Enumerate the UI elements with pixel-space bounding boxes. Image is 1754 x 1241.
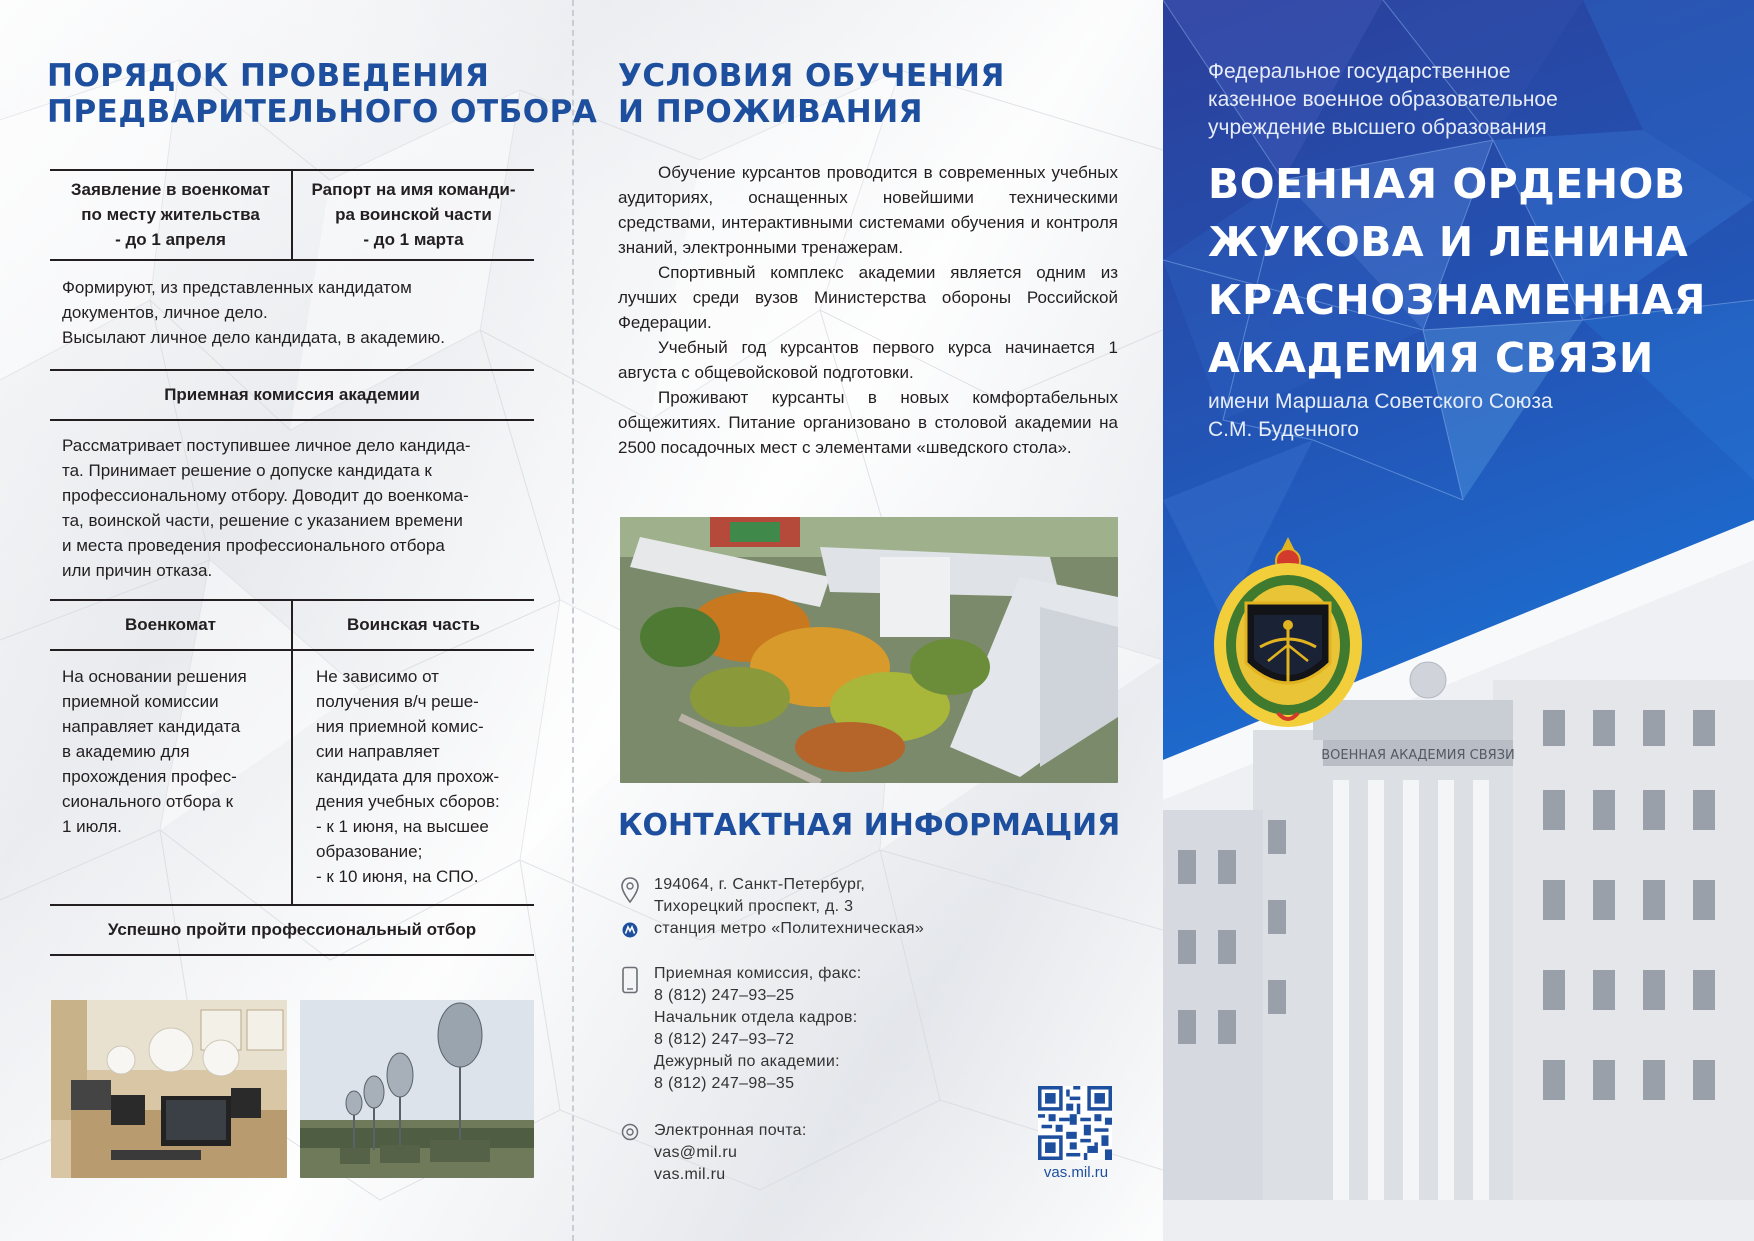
phone-number[interactable]: 8 (812) 247–98–35: [654, 1075, 795, 1092]
paragraph: Спортивный комплекс академии является одним из лучших среди вузов Министерства обороны Российской Федерации.: [618, 263, 1118, 332]
phone-label: Начальник отдела кадров:: [654, 1009, 858, 1026]
email-link[interactable]: vas@mil.ru: [654, 1144, 738, 1161]
title-line: ПРЕДВАРИТЕЛЬНОГО ОТБОРА: [47, 94, 598, 130]
table-rule: [50, 954, 534, 956]
text-line: и места проведения профессионального отбора: [62, 536, 445, 555]
application-military-office: [52, 177, 289, 252]
metro-icon: [622, 922, 638, 938]
cell-line: ра воинской части: [335, 205, 492, 224]
name-line: С.М. Буденного: [1208, 418, 1359, 441]
report-unit-commander: [295, 177, 532, 252]
table-rule: [50, 649, 534, 651]
form-personal-file-text: [62, 275, 532, 350]
text-line: - к 1 июня, на высшее: [316, 817, 489, 836]
cell-line: Рапорт на имя команди-: [311, 180, 516, 199]
subtitle-line: Федеральное государственное: [1208, 60, 1511, 83]
military-unit-heading: Воинская часть: [347, 615, 480, 634]
title-line: КРАСНОЗНАМЕННАЯ: [1208, 276, 1706, 324]
section-title-conditions: [618, 58, 1098, 130]
phone-label: Приемная комиссия, факс:: [654, 965, 862, 982]
phone-icon: [621, 966, 639, 994]
text-line: На основании решения: [62, 667, 247, 686]
paragraph: Обучение курсантов проводится в современных учебных аудиториях, оснащенных новейшими техническими средствами, интерактивными системами обучения и контроля знаний, электронными тренажерам.: [618, 163, 1118, 257]
cell-line: по месту жительства: [81, 205, 260, 224]
table-rule: [50, 904, 534, 906]
text-line: ния приемной комис-: [316, 717, 484, 736]
campus-aerial-photo: [620, 517, 1118, 783]
building-sign-text: ВОЕННАЯ АКАДЕМИЯ СВЯЗИ: [1321, 748, 1515, 763]
text-line: сионального отбора к: [62, 792, 234, 811]
commission-heading: Приемная комиссия академии: [164, 385, 420, 404]
text-line: в академию для: [62, 742, 190, 761]
text-line: та, воинской части, решение с указанием времени: [62, 511, 463, 530]
text-line: та. Принимает решение о допуске кандидата к: [62, 461, 432, 480]
text-line: прохождения профес-: [62, 767, 237, 786]
subtitle-line: учреждение высшего образования: [1208, 116, 1547, 139]
text-line: профессиональному отбору. Доводит до военкома-: [62, 486, 469, 505]
table-rule: [50, 419, 534, 421]
text-line: 1 июля.: [62, 817, 122, 836]
classroom-illustration: [51, 1000, 287, 1178]
table-rule: [50, 369, 534, 371]
text-line: Формируют, из представленных кандидатом: [62, 278, 412, 297]
email-label: Электронная почта:: [654, 1122, 807, 1139]
cell-line: - до 1 марта: [363, 230, 464, 249]
commission-text: [62, 433, 532, 583]
text-line: образование;: [316, 842, 423, 861]
final-step-text: Успешно пройти профессиональный отбор: [107, 920, 477, 939]
table-divider: [291, 599, 293, 906]
fold-line: [572, 0, 574, 1241]
title-line: ПОРЯДОК ПРОВЕДЕНИЯ: [47, 58, 490, 94]
cover-panel: [1163, 0, 1754, 1241]
subtitle-line: казенное военное образовательное: [1208, 88, 1558, 111]
text-line: направляет кандидата: [62, 717, 241, 736]
title-line: УСЛОВИЯ ОБУЧЕНИЯ: [618, 58, 1005, 94]
email-block: [654, 1120, 807, 1186]
title-line: ЖУКОВА И ЛЕНИНА: [1208, 218, 1689, 266]
text-line: Высылают личное дело кандидата, в академию.: [62, 328, 445, 347]
text-line: дения учебных сборов:: [316, 792, 500, 811]
phone-label: Дежурный по академии:: [654, 1053, 840, 1070]
name-line: имени Маршала Советского Союза: [1208, 390, 1553, 413]
title-line: ВОЕННАЯ ОРДЕНОВ: [1208, 160, 1686, 208]
qr-code-icon[interactable]: [1038, 1086, 1112, 1160]
text-line: приемной комиссии: [62, 692, 219, 711]
academy-emblem-icon: [1208, 535, 1368, 735]
email-icon: [621, 1123, 639, 1141]
qr-url-label[interactable]: vas.mil.ru: [1043, 1164, 1109, 1181]
antennas-illustration: [300, 1000, 534, 1178]
antennas-photo: [300, 1000, 534, 1178]
text-line: Не зависимо от: [316, 667, 439, 686]
paragraph: Учебный год курсантов первого курса начинается 1 августа с общевойсковой подготовки.: [618, 338, 1118, 382]
website-link[interactable]: vas.mil.ru: [654, 1166, 726, 1183]
contact-title: КОНТАКТНАЯ ИНФОРМАЦИЯ: [618, 808, 1121, 843]
phone-number[interactable]: 8 (812) 247–93–72: [654, 1031, 795, 1048]
text-line: кандидата для прохож-: [316, 767, 500, 786]
address-line: Тихорецкий проспект, д. 3: [654, 898, 854, 915]
text-line: Рассматривает поступившее личное дело кандида-: [62, 436, 471, 455]
phone-number[interactable]: 8 (812) 247–93–25: [654, 987, 795, 1004]
address-line: станция метро «Политехническая»: [654, 920, 925, 937]
section-title-selection: [47, 58, 598, 130]
paragraph: Проживают курсанты в новых комфортабельных общежитиях. Питание организовано в столовой академии на 2500 посадочных мест с элементами «шведского стола».: [618, 388, 1118, 457]
academy-title: [1208, 155, 1748, 387]
cell-line: Заявление в военкомат: [70, 180, 271, 199]
text-line: получения в/ч реше-: [316, 692, 479, 711]
conditions-body: [618, 160, 1118, 460]
institution-type: [1208, 58, 1728, 142]
location-pin-icon: [620, 876, 640, 908]
cell-line: - до 1 апреля: [115, 230, 226, 249]
campus-illustration: [620, 517, 1118, 783]
text-line: документов, личное дело.: [62, 303, 268, 322]
title-line: И ПРОЖИВАНИЯ: [618, 94, 924, 130]
academy-namesake: [1208, 388, 1728, 444]
voenkomat-heading: Военкомат: [125, 615, 216, 634]
table-rule: [50, 259, 534, 261]
classroom-photo: [51, 1000, 287, 1178]
phones-block: [654, 963, 861, 1095]
voenkomat-text: [62, 664, 287, 839]
title-line: АКАДЕМИЯ СВЯЗИ: [1208, 334, 1654, 382]
text-line: - к 10 июня, на СПО.: [316, 867, 479, 886]
text-line: или причин отказа.: [62, 561, 213, 580]
table-divider: [291, 169, 293, 261]
text-line: сии направляет: [316, 742, 440, 761]
address-block: [654, 874, 924, 940]
military-unit-text: [316, 664, 532, 889]
address-line: 194064, г. Санкт-Петербург,: [654, 876, 866, 893]
